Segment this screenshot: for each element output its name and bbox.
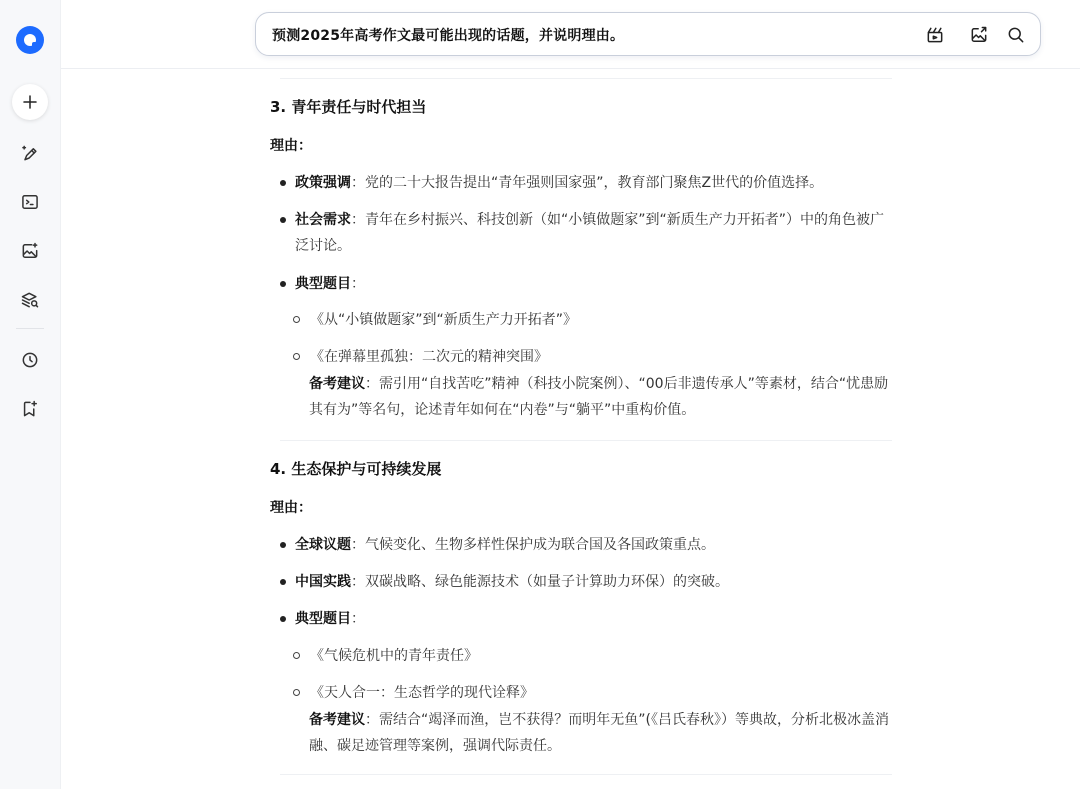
list-item bbox=[295, 271, 895, 297]
list-item bbox=[295, 170, 895, 196]
bullet-label: 政策强调 bbox=[295, 175, 351, 191]
bullet-text: ： bbox=[351, 611, 365, 627]
topic-item: 《在弹幕里孤独：二次元的精神突围》 bbox=[310, 344, 900, 370]
reason-label: 理由： bbox=[270, 138, 312, 154]
bullet-text: ：气候变化、生物多样性保护成为联合国及各国政策重点。 bbox=[351, 537, 715, 553]
section-title: 4. 生态保护与可持续发展 bbox=[270, 460, 442, 478]
search-icon[interactable] bbox=[1005, 24, 1027, 46]
bullet-text: ： bbox=[351, 276, 365, 292]
advice-body: ：需结合“竭泽而渔，岂不获得？而明年无鱼”(《吕氏春秋》）等典故，分析北极冰盖消融、碳足迹管理等案例，强调代际责任。 bbox=[309, 712, 889, 754]
query-bar[interactable] bbox=[255, 12, 1041, 56]
logo-icon[interactable] bbox=[16, 26, 44, 54]
terminal-icon bbox=[20, 192, 40, 212]
topic-item: 《气候危机中的青年责任》 bbox=[310, 643, 900, 669]
clapper-icon[interactable] bbox=[924, 24, 946, 46]
query-text: 预测2025年高考作文最可能出现的话题，并说明理由。 bbox=[272, 28, 625, 44]
bullet-text: ：双碳战略、绿色能源技术（如量子计算助力环保）的突破。 bbox=[351, 574, 729, 590]
new-chat-button[interactable] bbox=[12, 84, 48, 120]
favorites-button[interactable] bbox=[14, 393, 46, 425]
section-divider bbox=[280, 440, 892, 441]
bullet-label: 典型题目 bbox=[295, 611, 351, 627]
magic-pen-icon bbox=[20, 143, 40, 163]
advice-text bbox=[309, 707, 899, 759]
image-spark-icon bbox=[20, 241, 40, 261]
advice-label: 备考建议 bbox=[309, 376, 365, 392]
topic-item: 《从“小镇做题家”到“新质生产力开拓者”》 bbox=[310, 307, 900, 333]
bullet-text: ：青年在乡村振兴、科技创新（如“小镇做题家”到“新质生产力开拓者”）中的角色被广泛讨论。 bbox=[295, 212, 885, 254]
list-item bbox=[295, 569, 895, 595]
bullet-text: ：党的二十大报告提出“青年强则国家强”，教育部门聚焦Z世代的价值选择。 bbox=[351, 175, 824, 191]
bookmark-spark-icon bbox=[20, 399, 40, 419]
bullet-label: 全球议题 bbox=[295, 537, 351, 553]
sidebar-divider bbox=[16, 328, 44, 329]
reason-label: 理由： bbox=[270, 500, 312, 516]
share-image-icon[interactable] bbox=[968, 24, 990, 46]
history-button[interactable] bbox=[14, 344, 46, 376]
header bbox=[61, 0, 1080, 69]
bullet-label: 中国实践 bbox=[295, 574, 351, 590]
advice-text bbox=[309, 371, 899, 423]
sidebar bbox=[0, 0, 61, 789]
bullet-label: 社会需求 bbox=[295, 212, 351, 228]
advice-label: 备考建议 bbox=[309, 712, 365, 728]
list-item bbox=[295, 532, 895, 558]
stack-search-icon bbox=[20, 290, 40, 310]
writing-assistant-button[interactable] bbox=[14, 137, 46, 169]
knowledge-search-button[interactable] bbox=[14, 284, 46, 316]
history-icon bbox=[20, 350, 40, 370]
topic-item: 《天人合一：生态哲学的现代诠释》 bbox=[310, 680, 900, 706]
image-generation-button[interactable] bbox=[14, 235, 46, 267]
code-button[interactable] bbox=[14, 186, 46, 218]
advice-body: ：需引用“自找苦吃”精神（科技小院案例）、“00后非遗传承人”等素材，结合“忧患励其有为”等名句，论述青年如何在“内卷”与“躺平”中重构价值。 bbox=[309, 376, 889, 418]
section-divider bbox=[280, 78, 892, 79]
list-item bbox=[295, 606, 895, 632]
plus-icon bbox=[21, 93, 39, 111]
bullet-label: 典型题目 bbox=[295, 276, 351, 292]
section-divider bbox=[280, 774, 892, 775]
section-title: 3. 青年责任与时代担当 bbox=[270, 98, 427, 116]
list-item bbox=[295, 207, 895, 259]
